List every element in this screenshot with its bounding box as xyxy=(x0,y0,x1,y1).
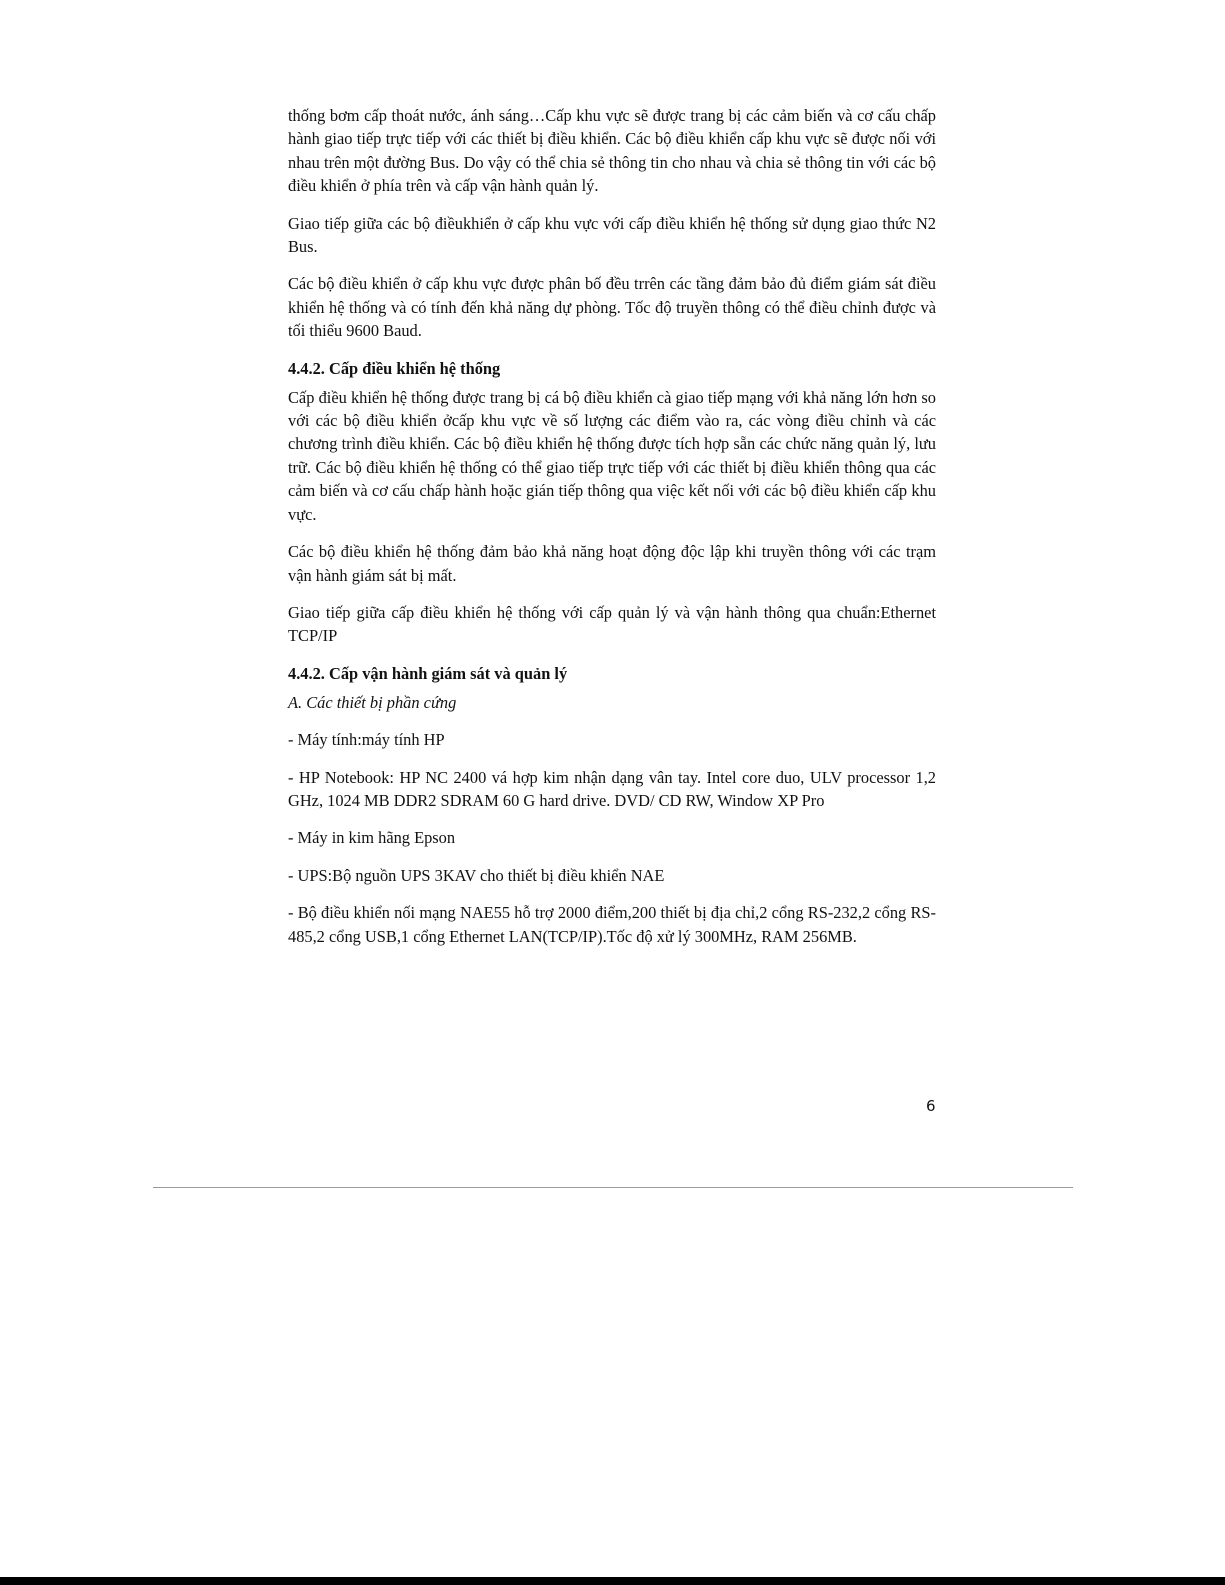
paragraph: Giao tiếp giữa cấp điều khiển hệ thống với cấp quản lý và vận hành thông qua chuẩn:Ethernet TCP/IP xyxy=(288,602,936,646)
paragraph: thống bơm cấp thoát nước, ánh sáng…Cấp khu vực sẽ được trang bị các cảm biến và cơ cấu chấp hành giao tiếp trực tiếp với các thiết bị điều khiển. Các bộ điều khiển cấp khu vực sẽ được nối với nhau trên một đường Bus. Do vậy có thể chia sẻ thông tin cho nhau và chia sẻ thông tin với các bộ điều khiển ở phía trên và cấp vận hành quản lý. xyxy=(288,106,936,196)
list-item: - Máy tính:máy tính HP xyxy=(288,730,445,750)
paragraph: Các bộ điều khiển hệ thống đảm bảo khả năng hoạt động độc lập khi truyền thông với các trạm vận hành giám sát bị mất. xyxy=(288,542,936,585)
footer-divider xyxy=(153,1187,1073,1188)
paragraph: Các bộ điều khiển ở cấp khu vực được phân bố đều trrên các tầng đảm bảo đủ điểm giám sát điều khiển hệ thống và có tính đến khả năng dự phòng. Tốc độ truyền thông có thể điều chỉnh được và tối thiểu 9600 Baud. xyxy=(288,274,936,341)
list-item: - Máy in kim hãng Epson xyxy=(288,828,456,848)
paragraph: Giao tiếp giữa các bộ điềukhiển ở cấp khu vực với cấp điều khiển hệ thống sử dụng giao thức N2 Bus. xyxy=(288,213,936,257)
page-content xyxy=(288,104,936,962)
page-number: 6 xyxy=(926,1097,936,1115)
list-item: - HP Notebook: HP NC 2400 vá hợp kim nhận dạng vân tay. Intel core duo, ULV processor 1,2 GHz, 1024 MB DDR2 SDRAM 60 G hard drive. DVD/ CD RW, Window XP Pro xyxy=(288,767,936,810)
subheading: A. Các thiết bị phần cứng xyxy=(288,692,457,712)
section-heading-operation: 4.4.2. Cấp vận hành giám sát và quản lý xyxy=(288,663,568,683)
list-item: - UPS:Bộ nguồn UPS 3KAV cho thiết bị điều khiển NAE xyxy=(288,865,665,885)
section-heading-system: 4.4.2. Cấp điều khiển hệ thống xyxy=(288,358,501,378)
paragraph: Cấp điều khiển hệ thống được trang bị cá bộ điều khiển cà giao tiếp mạng với khả năng lớn hơn so với các bộ điều khiển ởcấp khu vực về số lượng các điểm vào ra, các vòng điều chỉnh và các chương trình điều khiển. Các bộ điều khiển hệ thống được tích hợp sẵn các chức năng quản lý, lưu trữ. Các bộ điều khiển hệ thống có thể giao tiếp trực tiếp với các thiết bị điều khiển thông qua các cảm biến và cơ cấu chấp hành hoặc gián tiếp thông qua việc kết nối với các bộ điều khiển cấp khu vực. xyxy=(288,387,936,524)
list-item: - Bộ điều khiển nối mạng NAE55 hỗ trợ 2000 điểm,200 thiết bị địa chỉ,2 cổng RS-232,2 cổng RS-485,2 cổng USB,1 cổng Ethernet LAN(TCP/IP).Tốc độ xử lý 300MHz, RAM 256MB. xyxy=(288,903,936,946)
bottom-edge-bar xyxy=(0,1577,1225,1585)
